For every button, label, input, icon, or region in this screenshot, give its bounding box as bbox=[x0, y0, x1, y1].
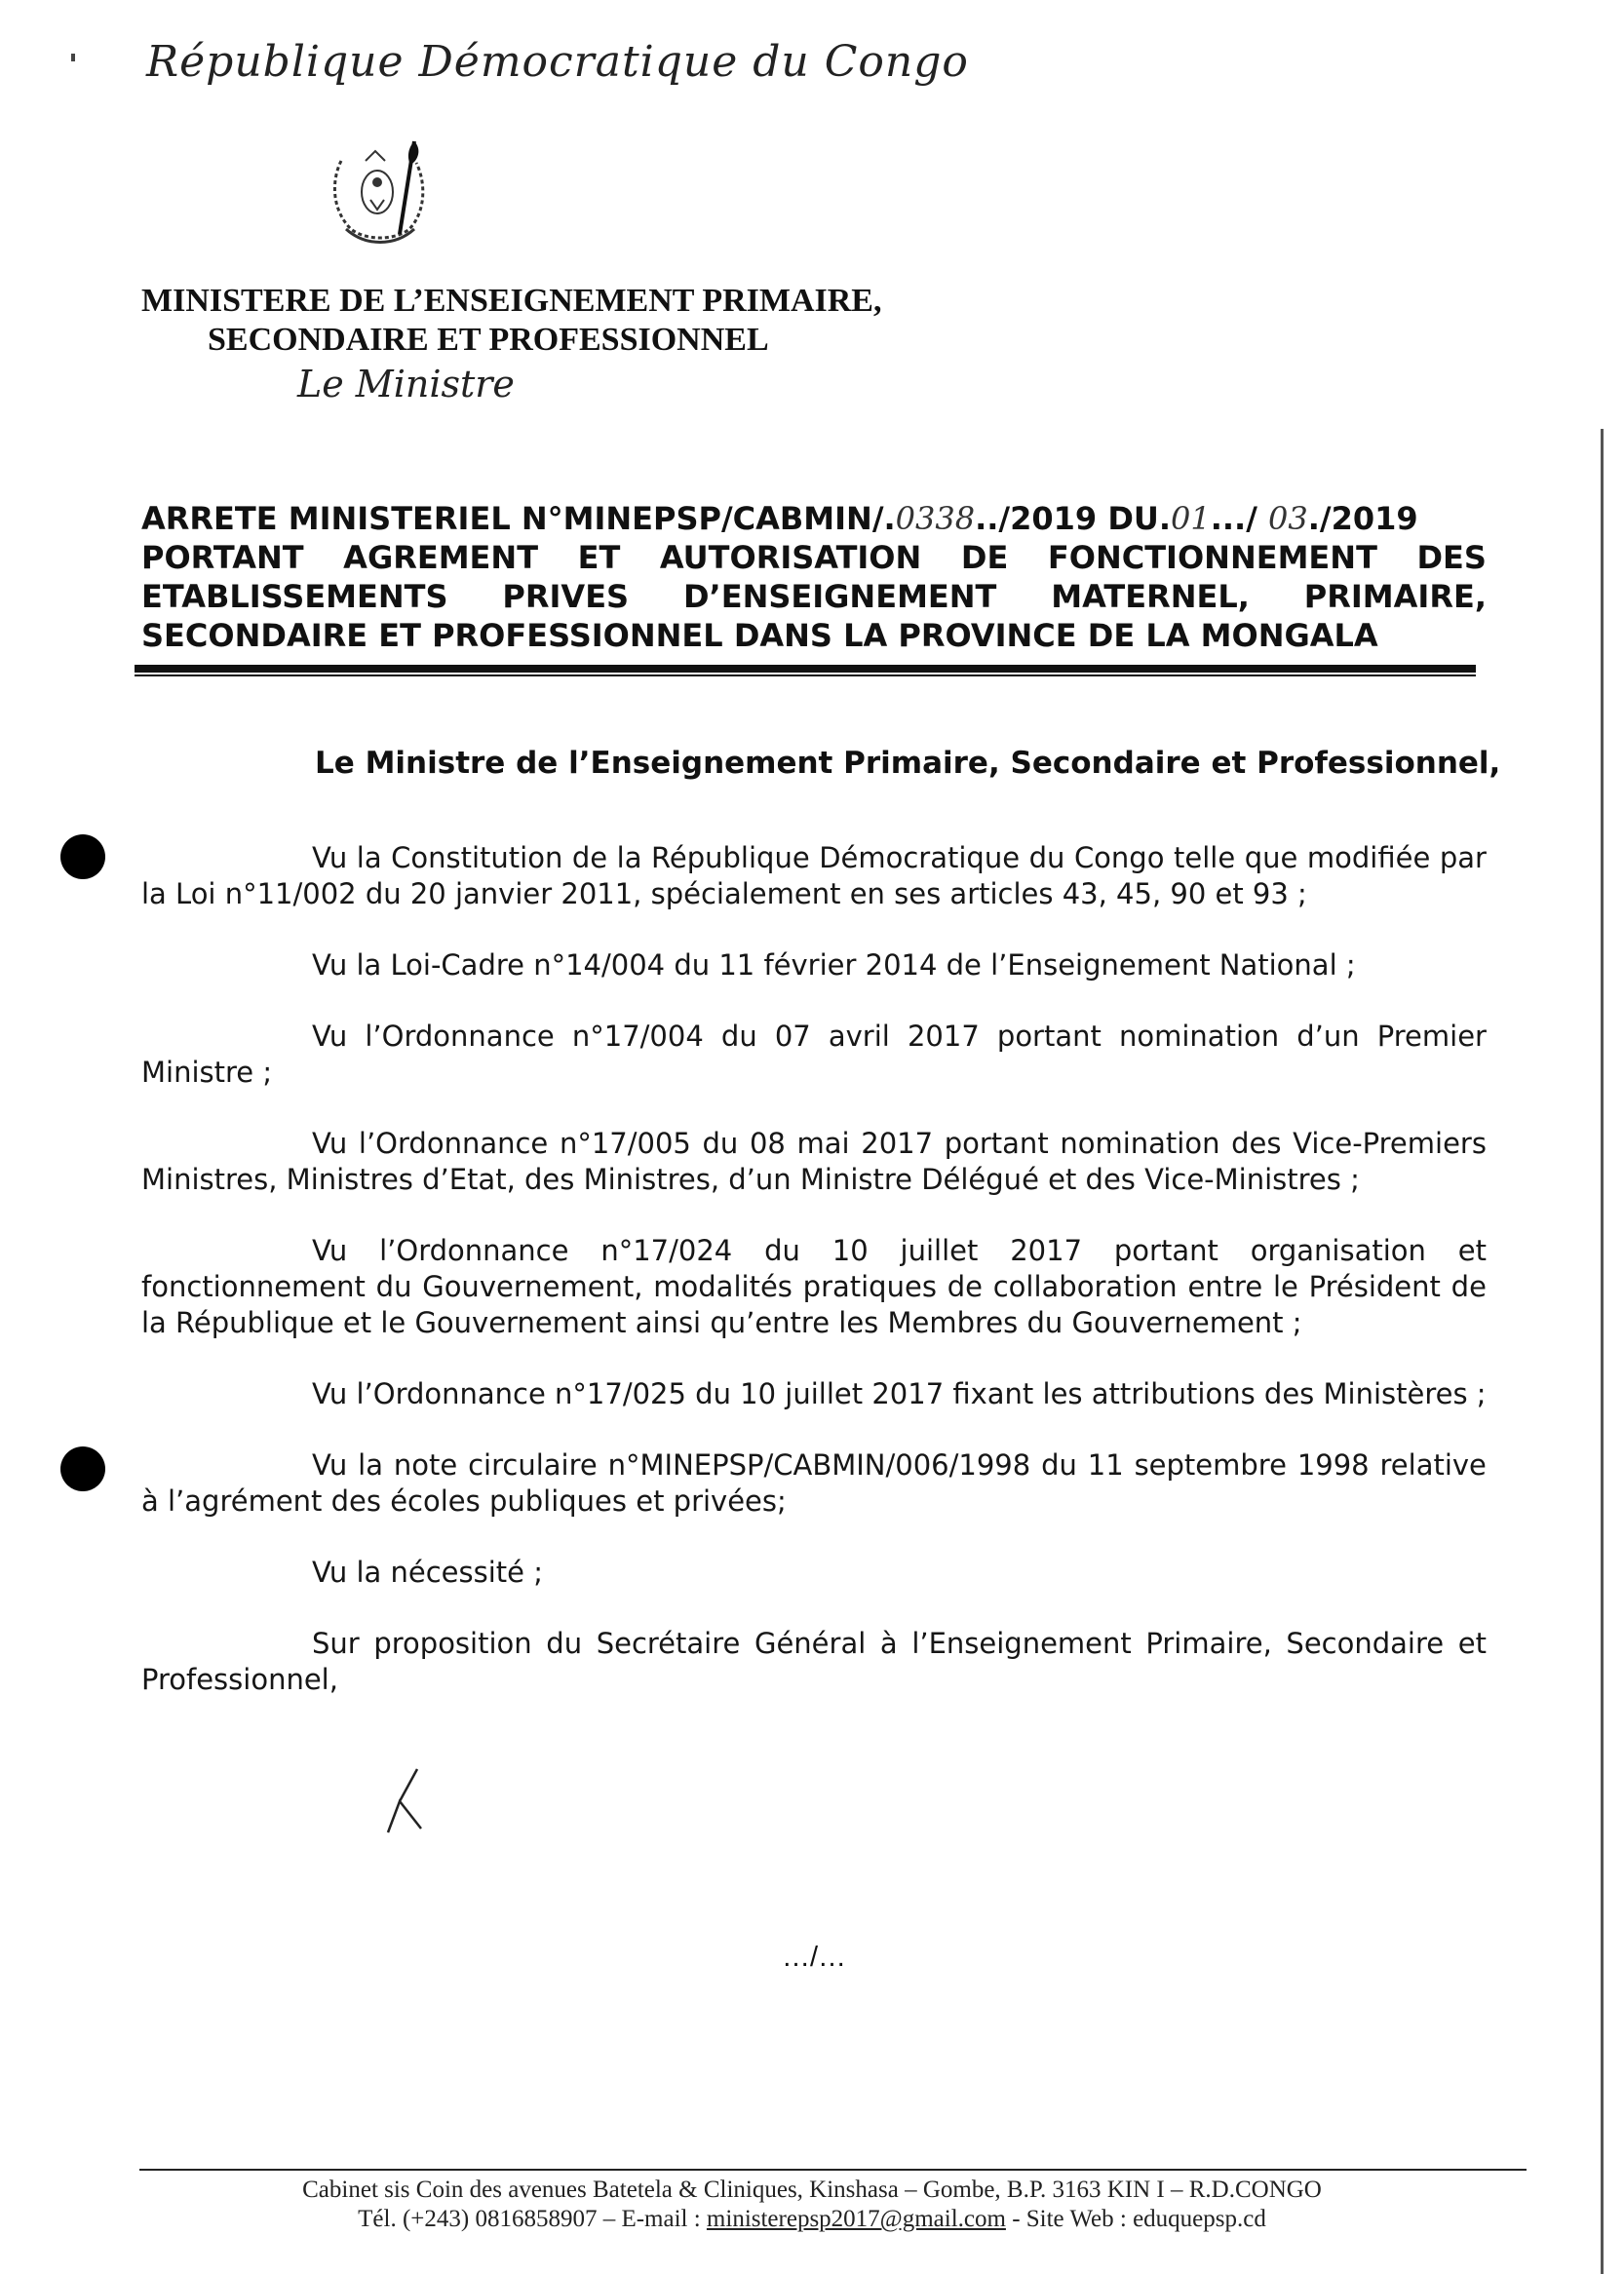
punch-hole-mark bbox=[60, 1446, 105, 1491]
considerant-word: Primaire, bbox=[1145, 1627, 1272, 1660]
considerant-word: Vu bbox=[312, 1448, 348, 1482]
decree-title bbox=[141, 499, 1487, 655]
considerant-word: la bbox=[356, 841, 382, 874]
considerant-word: juillet bbox=[900, 1234, 979, 1267]
considerants-list bbox=[141, 840, 1487, 1733]
decree-year-mid: /2019 DU. bbox=[998, 500, 1172, 537]
considerant-first-line bbox=[141, 1626, 1487, 1662]
considerant-word: circulaire bbox=[468, 1448, 598, 1482]
considerant-paragraph bbox=[141, 1233, 1487, 1341]
footer-address: Cabinet sis Coin des avenues Batetela & Cliniques, Kinshasa – Gombe, B.P. 3163 KIN I – R.D.CONGO bbox=[302, 2177, 1322, 2203]
considerant-word: nomination bbox=[1119, 1020, 1280, 1053]
considerant-word: par bbox=[1439, 841, 1487, 874]
decree-day-dots: ... bbox=[1210, 500, 1247, 537]
considerant-word: Vu bbox=[312, 1020, 348, 1053]
considerant-word: 2017 bbox=[907, 1020, 980, 1053]
scan-edge-line bbox=[1601, 429, 1604, 2274]
decree-number-dots: . bbox=[883, 500, 896, 537]
considerant-word: Vu bbox=[312, 1234, 348, 1267]
considerant-line bbox=[141, 1269, 1487, 1305]
considerant-paragraph bbox=[141, 947, 1487, 983]
decree-title-line3 bbox=[141, 577, 1487, 616]
considerant-paragraph bbox=[141, 1626, 1487, 1698]
minister-intro: Le Ministre de l’Enseignement Primaire, Secondaire et Professionnel, bbox=[315, 746, 1501, 781]
considerant-word: des bbox=[1231, 1127, 1282, 1160]
considerant-paragraph bbox=[141, 1019, 1487, 1091]
considerant-word: à bbox=[879, 1627, 898, 1660]
title-rule-thin bbox=[135, 674, 1476, 676]
title-word: AGREMENT bbox=[343, 539, 539, 576]
considerant-line: Professionnel, bbox=[141, 1663, 338, 1696]
considerant-word: mai bbox=[796, 1127, 850, 1160]
considerant-word: modifiée bbox=[1306, 841, 1431, 874]
footer-email-link[interactable]: ministerepsp2017@gmail.com bbox=[706, 2206, 1006, 2232]
considerant-word: et bbox=[1457, 1234, 1487, 1267]
title-word: DE bbox=[960, 539, 1009, 576]
decree-title-line1 bbox=[141, 499, 1487, 538]
considerant-word: Démocratique bbox=[819, 841, 1021, 874]
considerant-word: Congo bbox=[1073, 841, 1165, 874]
considerant-paragraph bbox=[141, 1376, 1487, 1412]
decree-number-handwritten: 0338 bbox=[895, 500, 976, 537]
title-word: ET bbox=[577, 539, 621, 576]
considerant-word: portant bbox=[996, 1020, 1102, 1053]
considerant-word: collaboration bbox=[992, 1270, 1178, 1303]
considerant-first-line bbox=[141, 1126, 1487, 1162]
considerant-word: 1998 bbox=[1296, 1448, 1370, 1482]
ministry-name-line1: MINISTERE DE L’ENSEIGNEMENT PRIMAIRE, bbox=[141, 283, 882, 319]
title-word: FONCTIONNEMENT bbox=[1047, 539, 1377, 576]
considerant-word: du bbox=[546, 1627, 583, 1660]
considerant-word: fonctionnement bbox=[141, 1270, 366, 1303]
considerant-line: Ministre ; bbox=[141, 1056, 273, 1089]
considerant-line: Ministres, Ministres d’Etat, des Ministres, d’un Ministre Délégué et des Vice-Ministres ; bbox=[141, 1163, 1360, 1196]
considerant-word: de bbox=[947, 1270, 983, 1303]
footer-website: - Site Web : eduquepsp.cd bbox=[1005, 2206, 1266, 2232]
considerant-paragraph bbox=[141, 1447, 1487, 1520]
considerant-word: et bbox=[1457, 1627, 1487, 1660]
considerant-word: relative bbox=[1379, 1448, 1487, 1482]
considerant-word: avril bbox=[828, 1020, 890, 1053]
considerant-word: du bbox=[375, 1270, 412, 1303]
signatory-title: Le Ministre bbox=[297, 363, 515, 405]
considerant-word: note bbox=[393, 1448, 458, 1482]
considerant-word: l’Ordonnance bbox=[379, 1234, 569, 1267]
considerant-word: d’un bbox=[1296, 1020, 1360, 1053]
decree-month-dots: . bbox=[1307, 500, 1320, 537]
considerant-word: le bbox=[1272, 1270, 1298, 1303]
title-rule-thick bbox=[135, 665, 1476, 673]
considerant-word: n°17/004 bbox=[571, 1020, 704, 1053]
footer-rule bbox=[139, 2169, 1527, 2171]
decree-prefix: ARRETE MINISTERIEL N°MINEPSP/CABMIN/ bbox=[141, 500, 884, 537]
considerant-word: 08 bbox=[749, 1127, 786, 1160]
considerant-word: Général bbox=[754, 1627, 867, 1660]
considerant-word: proposition bbox=[373, 1627, 532, 1660]
considerant-line: la République et le Gouvernement ainsi qu’entre les Membres du Gouvernement ; bbox=[141, 1306, 1302, 1339]
considerant-word: portant bbox=[1113, 1234, 1218, 1267]
considerant-word: du bbox=[702, 1127, 739, 1160]
considerant-word: n°17/024 bbox=[600, 1234, 733, 1267]
considerant-word: Secondaire bbox=[1286, 1627, 1445, 1660]
considerant-word: du bbox=[720, 1020, 757, 1053]
considerant-paragraph bbox=[141, 840, 1487, 912]
country-name: République Démocratique du Congo bbox=[146, 37, 969, 87]
coat-of-arms-emblem bbox=[317, 132, 444, 249]
footer-contact bbox=[0, 2206, 1624, 2233]
decree-title-line4: SECONDAIRE ET PROFESSIONNEL DANS LA PROVINCE DE LA MONGALA bbox=[141, 617, 1378, 654]
considerant-word: Secrétaire bbox=[596, 1627, 741, 1660]
considerant-word: telle bbox=[1174, 841, 1236, 874]
page-continued-mark: …/… bbox=[782, 1942, 847, 1973]
considerant-paragraph bbox=[141, 1126, 1487, 1198]
considerant-word: pratiques bbox=[802, 1270, 937, 1303]
ministry-name-line2: SECONDAIRE ET PROFESSIONNEL bbox=[208, 322, 769, 358]
considerant-word: que bbox=[1244, 841, 1298, 874]
considerant-word: n°MINEPSP/CABMIN/006/1998 bbox=[607, 1448, 1031, 1482]
considerant-word: du bbox=[1041, 1448, 1077, 1482]
decree-month-handwritten: 03 bbox=[1268, 500, 1308, 537]
considerant-word: du bbox=[1028, 841, 1065, 874]
considerant-word: nomination bbox=[1060, 1127, 1220, 1160]
title-word: PORTANT bbox=[141, 539, 304, 576]
considerant-first-line: Vu la nécessité ; bbox=[312, 1556, 543, 1589]
considerant-word: 10 bbox=[831, 1234, 869, 1267]
scan-speck bbox=[71, 54, 75, 61]
considerant-first-line: Vu la Loi-Cadre n°14/004 du 11 février 2014 de l’Enseignement National ; bbox=[312, 948, 1356, 982]
considerant-word: Constitution bbox=[391, 841, 563, 874]
considerant-first-line: Vu l’Ordonnance n°17/025 du 10 juillet 2017 fixant les attributions des Ministères ; bbox=[312, 1377, 1487, 1410]
considerant-word: portant bbox=[944, 1127, 1049, 1160]
considerant-word: l’Enseignement bbox=[911, 1627, 1132, 1660]
considerant-word: Président bbox=[1308, 1270, 1441, 1303]
footer-phone: Tél. (+243) 0816858907 – E-mail : bbox=[358, 2206, 707, 2232]
considerant-word: 2017 bbox=[861, 1127, 934, 1160]
considerant-word: septembre bbox=[1134, 1448, 1287, 1482]
considerant-word: l’Ordonnance bbox=[358, 1127, 549, 1160]
decree-year-end: /2019 bbox=[1319, 500, 1418, 537]
decree-day-handwritten: 01 bbox=[1171, 500, 1211, 537]
considerant-word: Vu bbox=[312, 841, 348, 874]
considerant-word: Gouvernement, bbox=[422, 1270, 643, 1303]
considerant-word: 07 bbox=[774, 1020, 811, 1053]
considerant-line: la Loi n°11/002 du 20 janvier 2011, spécialement en ses articles 43, 45, 90 et 93 ; bbox=[141, 877, 1307, 910]
considerant-word: l’Ordonnance bbox=[365, 1020, 555, 1053]
considerant-word: la bbox=[358, 1448, 383, 1482]
decree-title-line2 bbox=[141, 538, 1487, 577]
considerant-word: 11 bbox=[1087, 1448, 1124, 1482]
title-word: DES bbox=[1416, 539, 1487, 576]
title-word: MATERNEL, bbox=[1051, 578, 1250, 615]
considerant-word: organisation bbox=[1250, 1234, 1426, 1267]
decree-number-dots: .. bbox=[975, 500, 999, 537]
considerant-word: Vice-Premiers bbox=[1293, 1127, 1487, 1160]
considerant-word: République bbox=[651, 841, 810, 874]
considerant-word: entre bbox=[1187, 1270, 1263, 1303]
decree-separator: / bbox=[1246, 500, 1257, 537]
considerant-word: la bbox=[616, 841, 642, 874]
considerant-word: de bbox=[1450, 1270, 1487, 1303]
considerant-word: Vu bbox=[312, 1127, 348, 1160]
title-word: PRIMAIRE, bbox=[1303, 578, 1487, 615]
considerant-word: du bbox=[764, 1234, 800, 1267]
title-word: ETABLISSEMENTS bbox=[141, 578, 448, 615]
considerant-paragraph bbox=[141, 1555, 1487, 1591]
considerant-word: Premier bbox=[1376, 1020, 1487, 1053]
title-word: PRIVES bbox=[502, 578, 630, 615]
considerant-word: de bbox=[571, 841, 608, 874]
title-word: D’ENSEIGNEMENT bbox=[682, 578, 997, 615]
title-word: AUTORISATION bbox=[659, 539, 922, 576]
considerant-first-line bbox=[141, 1233, 1487, 1269]
considerant-line: à l’agrément des écoles publiques et privées; bbox=[141, 1484, 787, 1518]
handwritten-initial bbox=[370, 1764, 439, 1842]
considerant-word: modalités bbox=[653, 1270, 793, 1303]
considerant-word: Sur bbox=[312, 1627, 360, 1660]
considerant-first-line bbox=[141, 1447, 1487, 1484]
considerant-first-line bbox=[141, 840, 1487, 876]
considerant-word: 2017 bbox=[1010, 1234, 1083, 1267]
considerant-word: n°17/005 bbox=[559, 1127, 691, 1160]
punch-hole-mark bbox=[60, 834, 105, 879]
considerant-first-line bbox=[141, 1019, 1487, 1055]
